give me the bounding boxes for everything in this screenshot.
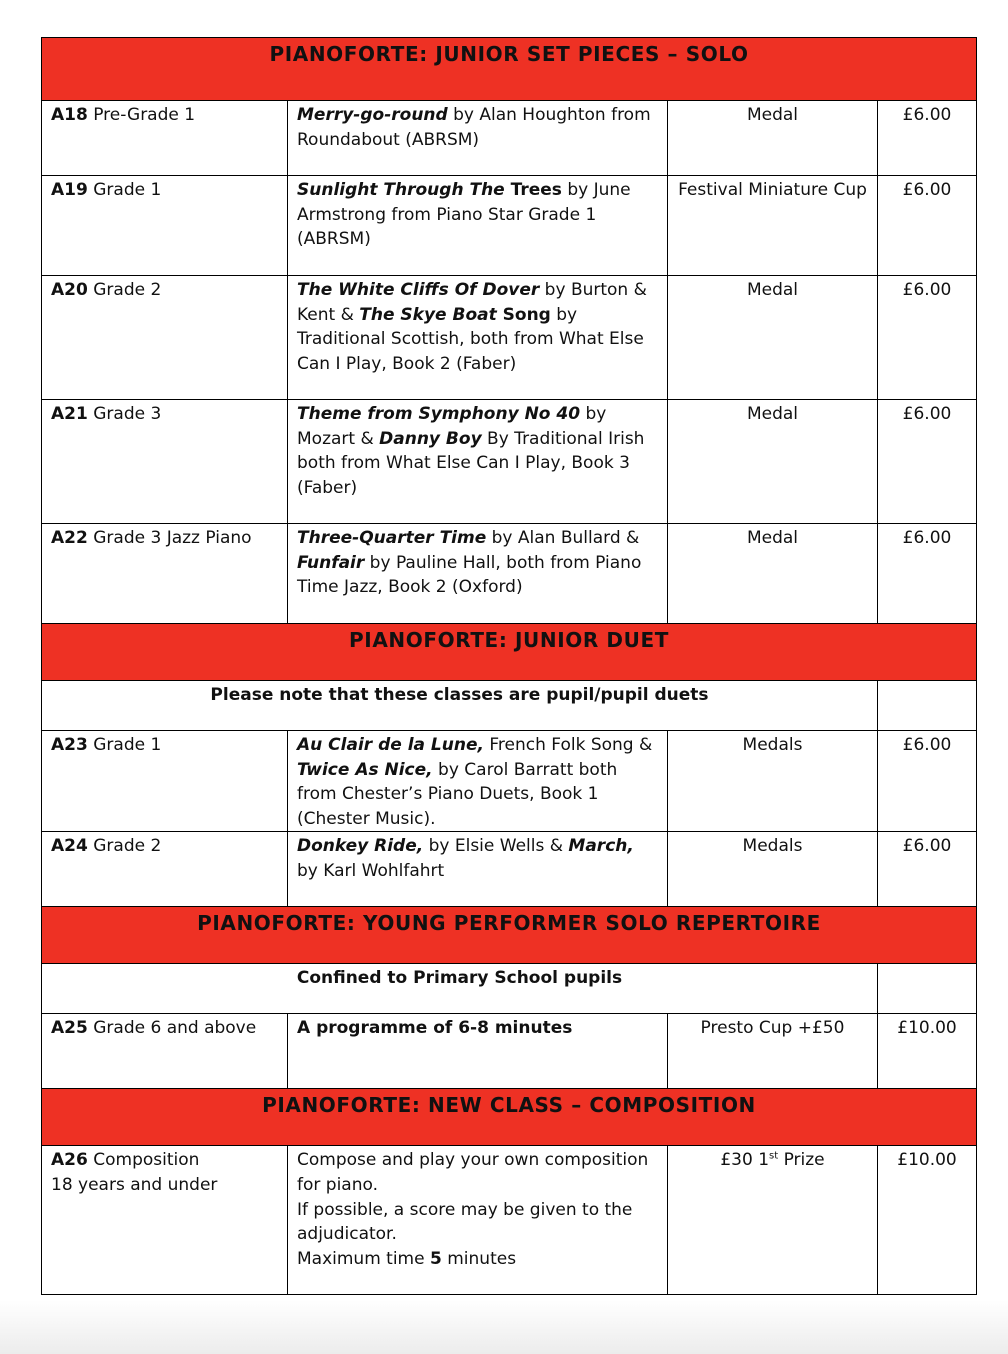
class-cell <box>42 400 288 524</box>
section-title: PIANOFORTE: NEW CLASS – COMPOSITION <box>42 1089 977 1146</box>
piece-text: by Burton & Kent & <box>297 280 647 325</box>
fee-cell: £6.00 <box>878 400 977 524</box>
class-cell <box>42 101 288 176</box>
table-row <box>42 400 977 524</box>
award-cell: Medals <box>668 731 878 832</box>
instruction-line: Maximum time <box>297 1248 430 1269</box>
class-level: Grade 3 <box>93 404 162 424</box>
section-header-junior-duet <box>42 624 977 681</box>
prize-ordinal: st <box>769 1150 779 1162</box>
piece-text: by Carol Barratt both from Chester’s Piano Duets, Book 1 (Chester Music). <box>297 759 618 829</box>
piece-description: A programme of 6-8 minutes <box>297 1018 573 1039</box>
piece-title: Danny Boy <box>379 428 482 449</box>
fee-cell: £6.00 <box>878 524 977 624</box>
class-level: Composition <box>93 1150 200 1171</box>
piece-cell <box>288 731 668 832</box>
award-cell: Medal <box>668 524 878 624</box>
class-code: A23 <box>51 735 88 755</box>
section-title: PIANOFORTE: JUNIOR SET PIECES – SOLO <box>42 38 977 101</box>
piece-title: March, <box>568 836 634 857</box>
fee-cell: £6.00 <box>878 176 977 276</box>
class-cell <box>42 176 288 276</box>
class-code: A24 <box>51 836 88 857</box>
piece-text: by Pauline Hall, both from Piano Time Jazz, Book 2 (Oxford) <box>297 552 642 598</box>
piece-title: The White Cliffs Of Dover <box>297 280 540 300</box>
piece-text: by Alan Bullard & <box>486 528 640 548</box>
class-cell <box>42 832 288 907</box>
award-cell: Festival Miniature Cup <box>668 176 878 276</box>
section-note: Please note that these classes are pupil/pupil duets <box>42 681 878 731</box>
table-row <box>42 1014 977 1089</box>
instruction-line: If possible, a score may be given to the adjudicator. <box>297 1199 633 1245</box>
piece-cell <box>288 524 668 624</box>
section-title: PIANOFORTE: JUNIOR DUET <box>42 624 977 681</box>
table-row <box>42 832 977 907</box>
award-cell: Medal <box>668 101 878 176</box>
class-level: Grade 3 Jazz Piano <box>93 528 252 548</box>
class-level: Grade 6 and above <box>93 1018 257 1039</box>
award-cell: Medals <box>668 832 878 907</box>
award-cell: Medal <box>668 400 878 524</box>
fee-cell: £6.00 <box>878 276 977 400</box>
section-header-young-performer <box>42 907 977 964</box>
piece-title: Au Clair de la Lune, <box>297 735 484 755</box>
piece-cell <box>288 1146 668 1295</box>
piece-title: Theme from Symphony No 40 <box>297 404 581 424</box>
class-code: A19 <box>51 180 88 200</box>
class-level: Grade 1 <box>93 180 162 200</box>
piece-title-cont: Song <box>496 304 551 325</box>
table-row <box>42 276 977 400</box>
piece-cell <box>288 276 668 400</box>
section-header-composition <box>42 1089 977 1146</box>
class-code: A26 <box>51 1150 88 1171</box>
piece-text: By Traditional Irish both from What Else Can I Play, Book 3 (Faber) <box>297 428 645 498</box>
class-code: A25 <box>51 1018 88 1039</box>
piece-text: by Mozart & <box>297 404 607 449</box>
piece-title: Sunlight Through The <box>297 180 505 200</box>
piece-text: French Folk Song & <box>483 735 653 755</box>
table-row <box>42 101 977 176</box>
award-cell: Presto Cup +£50 <box>668 1014 878 1089</box>
award-cell <box>668 1146 878 1295</box>
piece-cell <box>288 400 668 524</box>
class-cell <box>42 1014 288 1089</box>
note-row <box>42 681 977 731</box>
piece-title: Three-Quarter Time <box>297 528 487 548</box>
piece-title: Funfair <box>297 552 365 573</box>
class-age-limit: 18 years and under <box>51 1174 218 1195</box>
class-code: A22 <box>51 528 88 548</box>
piece-cell <box>288 832 668 907</box>
fee-cell: £10.00 <box>878 1014 977 1089</box>
page-bottom-shadow <box>0 1300 1008 1354</box>
piece-title: The Skye Boat <box>359 304 497 325</box>
table-row <box>42 524 977 624</box>
section-note: Confined to Primary School pupils <box>42 964 878 1014</box>
award-cell: Medal <box>668 276 878 400</box>
class-cell <box>42 276 288 400</box>
instruction-line: Compose and play your own composition for piano. <box>297 1150 649 1195</box>
class-code: A20 <box>51 280 88 300</box>
class-code: A18 <box>51 105 88 125</box>
empty-cell <box>878 681 977 731</box>
piece-text: by June Armstrong from Piano Star Grade 1 (ABRSM) <box>297 180 631 250</box>
table-row <box>42 176 977 276</box>
syllabus-table <box>41 37 977 1295</box>
fee-cell: £10.00 <box>878 1146 977 1295</box>
section-title: PIANOFORTE: YOUNG PERFORMER SOLO REPERTOIRE <box>42 907 977 964</box>
class-level: Grade 2 <box>93 836 162 857</box>
note-row <box>42 964 977 1014</box>
table-row <box>42 731 977 832</box>
prize-label: Prize <box>778 1150 825 1171</box>
prize-amount: £30 1 <box>720 1150 770 1171</box>
piece-title: Merry-go-round <box>297 105 448 125</box>
fee-cell: £6.00 <box>878 101 977 176</box>
piece-text: by Karl Wohlfahrt <box>297 860 445 881</box>
section-header-junior-set-pieces <box>42 38 977 101</box>
piece-cell <box>288 1014 668 1089</box>
piece-text: by Traditional Scottish, both from What Else Can I Play, Book 2 (Faber) <box>297 304 644 374</box>
piece-cell <box>288 101 668 176</box>
class-cell <box>42 524 288 624</box>
instruction-line: minutes <box>441 1248 517 1269</box>
piece-title: Twice As Nice, <box>297 759 433 780</box>
piece-cell <box>288 176 668 276</box>
piece-text: by Elsie Wells & <box>423 836 569 857</box>
empty-cell <box>878 964 977 1014</box>
class-cell <box>42 731 288 832</box>
piece-title: Donkey Ride, <box>297 836 424 857</box>
piece-title-cont: Trees <box>504 180 562 200</box>
class-cell <box>42 1146 288 1295</box>
fee-cell: £6.00 <box>878 731 977 832</box>
table-row <box>42 1146 977 1295</box>
max-time-value: 5 <box>429 1248 442 1269</box>
class-level: Grade 1 <box>93 735 162 755</box>
piece-text: by Alan Houghton from Roundabout (ABRSM) <box>297 105 651 150</box>
fee-cell: £6.00 <box>878 832 977 907</box>
class-level: Pre-Grade 1 <box>93 105 196 125</box>
class-code: A21 <box>51 404 88 424</box>
class-level: Grade 2 <box>93 280 162 300</box>
